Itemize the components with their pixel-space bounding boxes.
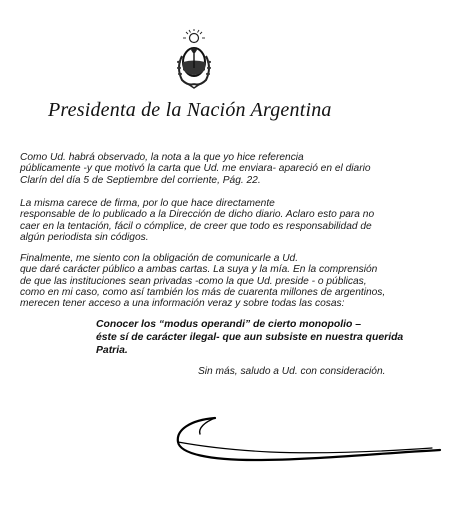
coat-of-arms-seal [172,28,216,92]
letter-emphasized-quote: Conocer los “modus operandi” de cierto monopolio – éste sí de carácter ilegal- que aun subsiste en nuestra querida Patria. [96,319,404,356]
handwritten-signature [170,410,450,480]
letter-paragraph-2: La misma carece de firma, por lo que hace directamente responsable de lo publicado a la Dirección de dicho diario. Aclaro esto para no caer en la tentación, fácil o cómplice, de creer que todo es responsabilidad de algún periodista sin códigos. [20,198,375,243]
letter-closing: Sin más, saludo a Ud. con consideración. [198,366,386,377]
letter-paragraph-3: Finalmente, me siento con la obligación de comunicarle a Ud. que daré carácter público a ambas cartas. La suya y la mía. En la comprensión de que las instituciones sean privadas -como la que Ud. preside - o públicas, como en mi caso, como así también los más de cuarenta millones de argentinos, merecen tener acceso a una información veraz y sobre todas las cosas: [20,253,386,310]
letterhead-title: Presidenta de la Nación Argentina [48,99,332,121]
letter-paragraph-1: Como Ud. habrá observado, la nota a la que yo hice referencia públicamente -y que motivó la carta que Ud. me enviara- apareció en el diario Clarín del día 5 de Septiembre del corriente, Pág. 22. [20,152,371,186]
